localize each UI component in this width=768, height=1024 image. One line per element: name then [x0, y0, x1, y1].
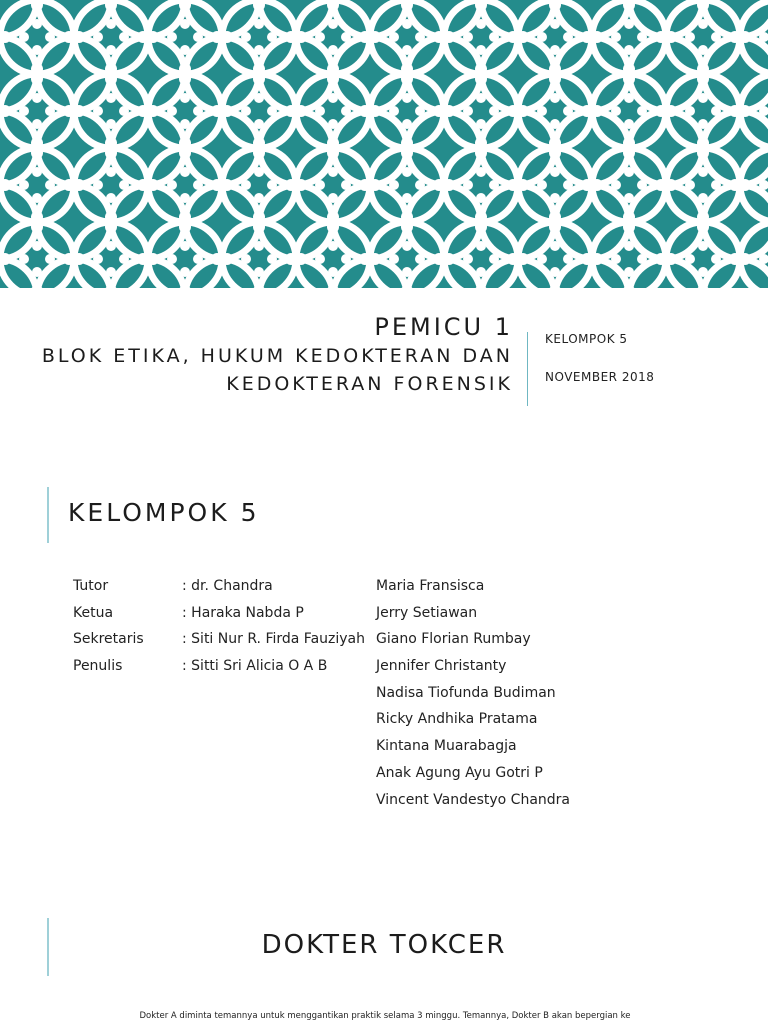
member-name: Maria Fransisca [376, 578, 485, 594]
members-list [376, 573, 570, 813]
role-name: : Sitti Sri Alicia O A B [182, 658, 328, 675]
member-name: Nadisa Tiofunda Budiman [376, 684, 556, 701]
member-name: Ricky Andhika Pratama [376, 711, 538, 728]
role-label: Tutor [73, 578, 109, 594]
group-heading: KELOMPOK 5 [68, 498, 260, 527]
role-name: : Siti Nur R. Firda Fauziyah [182, 631, 365, 648]
presentation-title: PEMICU 1 [374, 313, 513, 341]
role-name: : Haraka Nabda P [182, 604, 304, 621]
title-slide [0, 288, 768, 438]
member-name: Giano Florian Rumbay [376, 631, 531, 648]
role-name: : dr. Chandra [182, 578, 273, 594]
title-group [42, 312, 513, 398]
member-name: Jennifer Christanty [376, 658, 507, 675]
date-label: NOVEMBER 2018 [545, 370, 655, 384]
member-name: Jerry Setiawan [376, 604, 478, 621]
role-label: Sekretaris [73, 631, 144, 648]
role-label: Penulis [73, 658, 123, 675]
role-label: Ketua [73, 604, 114, 621]
title-side-info [545, 332, 654, 408]
presentation-subtitle-line1: BLOK ETIKA, HUKUM KEDOKTERAN DAN [41, 345, 513, 367]
section-accent-bar [47, 487, 49, 543]
decorative-pattern-banner [0, 0, 768, 288]
presentation-subtitle-line2: KEDOKTERAN FORENSIK [226, 373, 513, 395]
member-name: Anak Agung Ayu Gotri P [376, 764, 543, 781]
case-heading: DOKTER TOKCER [261, 930, 507, 960]
member-name: Kintana Muarabagja [376, 738, 517, 755]
member-name: Vincent Vandestyo Chandra [376, 791, 571, 808]
group-label: KELOMPOK 5 [545, 332, 628, 346]
title-divider [527, 332, 528, 406]
case-body-text: Dokter A diminta temannya untuk menggantikan praktik selama 3 minggu. Temannya, Dokter B akan bepergian ke [139, 1011, 631, 1021]
